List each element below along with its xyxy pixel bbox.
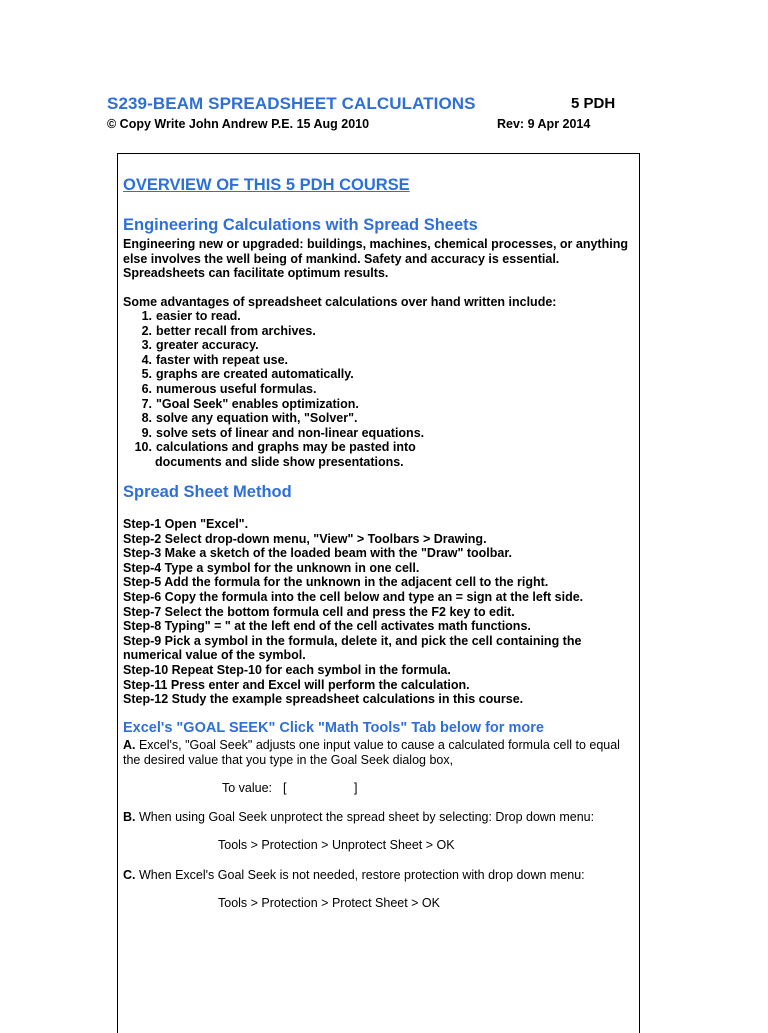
goal-seek-heading: Excel's "GOAL SEEK" Click "Math Tools" Tab below for more xyxy=(123,720,544,736)
step-line: Step-9 Pick a symbol in the formula, delete it, and pick the cell containing the xyxy=(123,633,582,648)
method-steps-list xyxy=(123,517,637,707)
to-value-label: To value: xyxy=(222,781,273,795)
list-item-text: calculations and graphs may be pasted into xyxy=(156,440,416,455)
advantages-intro: Some advantages of spreadsheet calculations over hand written include: xyxy=(123,295,557,309)
list-item-number: 4. xyxy=(141,352,152,367)
list-item xyxy=(123,411,637,426)
unprotect-menu-path: Tools > Protection > Unprotect Sheet > OK xyxy=(218,838,455,852)
list-item-number: 9. xyxy=(141,425,152,440)
point-b-text: When using Goal Seek unprotect the spread sheet by selecting: Drop down menu: xyxy=(135,810,595,824)
revision-date: Rev: 9 Apr 2014 xyxy=(497,117,591,131)
step-line: numerical value of the symbol. xyxy=(123,648,306,663)
point-a-label: A. xyxy=(123,738,136,752)
step-line: Step-3 Make a sketch of the loaded beam with the "Draw" toolbar. xyxy=(123,546,513,561)
point-a-text: Excel's, "Goal Seek" adjusts one input value to cause a calculated formula cell to equal xyxy=(135,738,620,752)
list-item-number: 2. xyxy=(141,323,152,338)
list-item xyxy=(123,309,637,324)
list-item-number: 6. xyxy=(141,381,152,396)
step-line: Step-12 Study the example spreadsheet calculations in this course. xyxy=(123,692,524,707)
list-item xyxy=(123,382,637,397)
list-item xyxy=(123,353,637,368)
step-line: Step-10 Repeat Step-10 for each symbol in the formula. xyxy=(123,662,451,677)
list-item-text: "Goal Seek" enables optimization. xyxy=(156,396,359,411)
list-item-number: 8. xyxy=(141,411,152,426)
step-line: Step-2 Select drop-down menu, "View" > Toolbars > Drawing. xyxy=(123,531,487,546)
document-title: S239-BEAM SPREADSHEET CALCULATIONS xyxy=(107,94,476,113)
engineering-line: Engineering new or upgraded: buildings, machines, chemical processes, or anything xyxy=(123,237,628,251)
list-item-text: graphs are created automatically. xyxy=(156,367,354,382)
step-line: Step-4 Type a symbol for the unknown in one cell. xyxy=(123,560,420,575)
to-value-bracket-right: ] xyxy=(354,781,358,795)
engineering-paragraph xyxy=(123,237,637,281)
list-item-number: 10. xyxy=(134,440,152,455)
step-line: Step-11 Press enter and Excel will perform the calculation. xyxy=(123,677,470,692)
list-item-text: easier to read. xyxy=(156,309,241,323)
step-line: Step-8 Typing" = " at the left end of the cell activates math functions. xyxy=(123,619,531,634)
method-heading: Spread Sheet Method xyxy=(123,483,292,501)
list-item-text: solve sets of linear and non-linear equations. xyxy=(156,425,425,440)
step-line: Step-5 Add the formula for the unknown in the adjacent cell to the right. xyxy=(123,575,549,590)
step-line: Step-7 Select the bottom formula cell and press the F2 key to edit. xyxy=(123,604,515,619)
list-item-text: greater accuracy. xyxy=(156,338,259,353)
list-item-number: 3. xyxy=(141,338,152,353)
list-item-number: 5. xyxy=(141,367,152,382)
list-item xyxy=(123,426,637,441)
point-a-text-cont: the desired value that you type in the Goal Seek dialog box, xyxy=(123,752,454,767)
goal-seek-point-a xyxy=(123,738,637,767)
to-value-bracket-left: [ xyxy=(283,781,287,795)
list-item-text: numerous useful formulas. xyxy=(156,381,317,396)
list-item xyxy=(123,367,637,382)
point-c-text: When Excel's Goal Seek is not needed, restore protection with drop down menu: xyxy=(135,868,585,882)
list-item xyxy=(123,324,637,339)
goal-seek-point-c xyxy=(123,868,637,883)
list-item-text: faster with repeat use. xyxy=(156,352,288,367)
overview-heading: OVERVIEW OF THIS 5 PDH COURSE xyxy=(123,176,410,194)
point-b-label: B. xyxy=(123,810,136,824)
list-item xyxy=(123,397,637,412)
step-line: Step-1 Open "Excel". xyxy=(123,517,249,531)
engineering-heading: Engineering Calculations with Spread Sheets xyxy=(123,216,478,234)
copyright-line: © Copy Write John Andrew P.E. 15 Aug 2010 xyxy=(107,117,370,131)
engineering-line: Spreadsheets can facilitate optimum results. xyxy=(123,266,389,281)
list-item-text: better recall from archives. xyxy=(156,323,316,338)
goal-seek-point-b xyxy=(123,810,637,825)
advantages-continuation: documents and slide show presentations. xyxy=(155,455,404,469)
list-item-text: solve any equation with, "Solver". xyxy=(156,411,358,426)
list-item-number: 1. xyxy=(141,309,152,323)
protect-menu-path: Tools > Protection > Protect Sheet > OK xyxy=(218,896,440,910)
list-item xyxy=(123,338,637,353)
step-line: Step-6 Copy the formula into the cell below and type an = sign at the left side. xyxy=(123,589,584,604)
advantages-list xyxy=(123,309,637,455)
list-item-number: 7. xyxy=(141,396,152,411)
pdh-credit-label: 5 PDH xyxy=(571,95,616,112)
list-item xyxy=(123,440,637,455)
engineering-line: else involves the well being of mankind. Safety and accuracy is essential. xyxy=(123,251,560,266)
point-c-label: C. xyxy=(123,868,136,882)
